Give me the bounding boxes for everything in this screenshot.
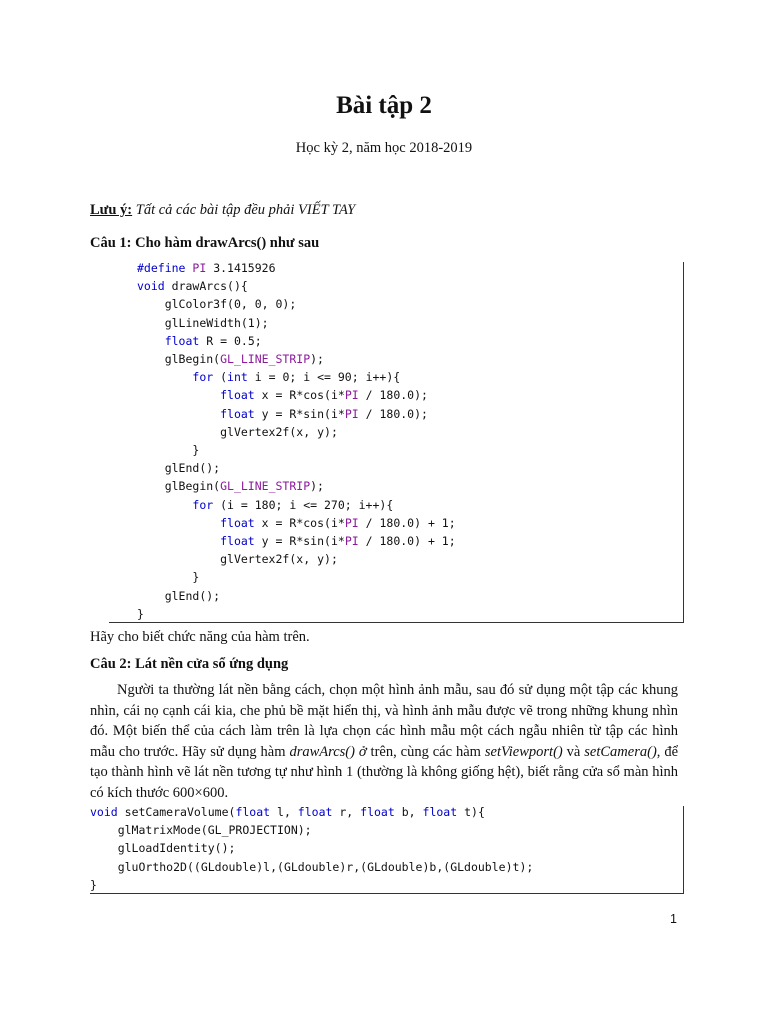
para-text: , để tạo thành hình vẽ lát nền tương tự như hình 1 (thường là không giống hệt), biết rằng cửa sổ màn hình có kích thước 600×600. xyxy=(90,743,679,801)
code-line: void drawArcs(){ xyxy=(137,279,248,294)
code-line: float x = R*cos(i*PI / 180.0) + 1; xyxy=(220,515,456,530)
code-line: float R = 0.5; xyxy=(164,333,262,348)
code-line: float x = R*cos(i*PI / 180.0); xyxy=(220,388,428,403)
para-text: và xyxy=(562,743,585,760)
code-line: } xyxy=(137,443,200,458)
func-name-drawarcs: drawArcs() ở xyxy=(289,743,367,760)
question-2-paragraph xyxy=(90,680,678,803)
code-line: glBegin(GL_LINE_STRIP); xyxy=(164,352,324,367)
code-block-1 xyxy=(137,259,456,623)
code-line: } xyxy=(137,570,200,585)
para-text: trên, cùng các hàm xyxy=(366,743,485,760)
para-text: Người ta thường lát nền bằng cách, chọn một hình ảnh mẫu, sau đó sử dụng một tập các khung nhìn, cái nọ cạnh cái kia, che phủ bề mặt hiển thị, và hình ảnh mẫu được vẽ trong những khung nhìn đó. Một biến thể của cách làm trên là lựa chọn các hình mẫu một cách ngẫu nhiên từ tập các hình mẫu cho trước. Hãy sử dụng hàm xyxy=(90,682,678,760)
code-line: for (int i = 0; i <= 90; i++){ xyxy=(192,370,401,385)
func-name-setviewport: setViewport() xyxy=(484,743,563,760)
code-line: glEnd(); xyxy=(164,588,221,603)
page-title: Bài tập 2 xyxy=(336,92,432,119)
page-number: 1 xyxy=(670,912,677,926)
code-line: glMatrixMode(GL_PROJECTION); xyxy=(117,823,312,838)
code-line: glBegin(GL_LINE_STRIP); xyxy=(164,479,324,494)
code-line: } xyxy=(137,606,144,621)
code-line: #define PI 3.1415926 xyxy=(137,261,276,275)
code-line: gluOrtho2D((GLdouble)l,(GLdouble)r,(GLdouble)b,(GLdouble)t); xyxy=(117,859,534,874)
code-line: glColor3f(0, 0, 0); xyxy=(164,297,297,312)
code-line: for (i = 180; i <= 270; i++){ xyxy=(192,497,394,512)
code-line: glLineWidth(1); xyxy=(164,315,269,330)
note xyxy=(90,202,355,219)
page-subtitle: Học kỳ 2, năm học 2018-2019 xyxy=(295,140,473,156)
question-2-heading: Câu 2: Lát nền cửa sổ ứng dụng xyxy=(90,656,289,672)
code-line: glVertex2f(x, y); xyxy=(220,424,338,439)
note-label: Lưu ý: xyxy=(90,202,133,218)
code-block-2 xyxy=(90,803,533,894)
code-line: void setCameraVolume(float l, float r, float b, float t){ xyxy=(90,805,485,819)
code-line: glLoadIdentity(); xyxy=(117,841,236,856)
question-1-prompt: Hãy cho biết chức năng của hàm trên. xyxy=(90,629,310,645)
code-line: glVertex2f(x, y); xyxy=(220,552,338,567)
code-line: float y = R*sin(i*PI / 180.0); xyxy=(220,406,428,421)
question-1-heading: Câu 1: Cho hàm drawArcs() như sau xyxy=(90,235,320,251)
code-line: float y = R*sin(i*PI / 180.0) + 1; xyxy=(220,534,456,549)
code-line: } xyxy=(90,877,97,892)
note-text: Tất cả các bài tập đều phải VIẾT TAY xyxy=(132,202,356,218)
code-line: glEnd(); xyxy=(164,461,221,476)
func-name-setcamera: setCamera() xyxy=(584,743,657,760)
